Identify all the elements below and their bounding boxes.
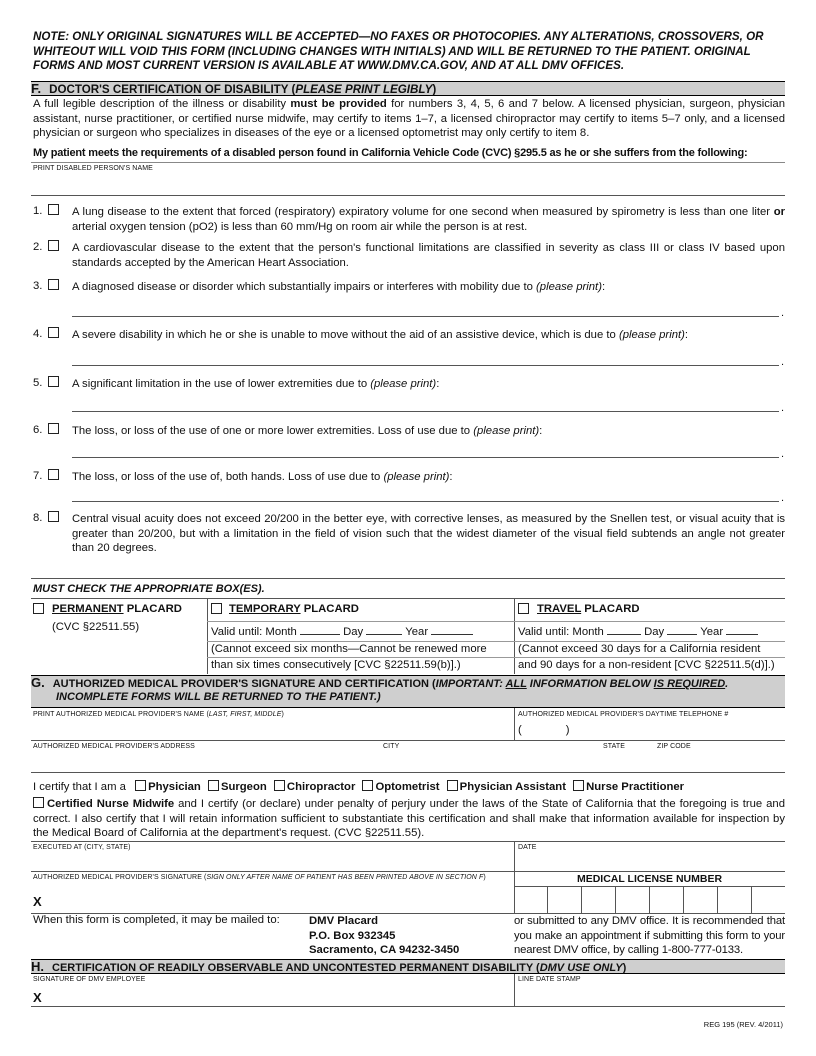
city-label: CITY [383,743,400,750]
role-surgeon: Surgeon [220,781,267,793]
travel-placard-label [537,603,640,615]
provider-name-label-italic: LAST, FIRST, MIDDLE [208,711,282,718]
address-line-3: Sacramento, CA 94232-3450 [309,944,460,957]
item-8-text: Central visual acuity does not exceed 20/200 in the better eye, with corrective lenses, as measured by the Snellen test, or visual acuity that is greater than 20/200, but with a limitation in the field of vision such that the widest diameter of the visual field subtends an angle not greater than 20 degrees. [72,513,785,555]
section-h-title-end: ) [622,962,627,974]
section-g-is-required: IS REQUIRED [653,678,726,690]
section-h-letter: H. [31,959,44,974]
item-7-text [72,470,785,485]
address-line-1: DMV Placard [309,915,379,927]
temporary-valid-until [211,626,473,638]
certify-statement [33,796,785,841]
date-label: DATE [518,844,537,851]
item-4-text [72,328,785,343]
item-3-number: 3. [33,280,43,292]
phone-close-paren: ) [565,724,570,736]
address-line-2: P.O. Box 932345 [309,929,396,942]
disabled-person-name-field[interactable] [33,173,785,195]
item-7-text-italic: (please print) [383,471,450,483]
item-7-dot: . [781,492,785,504]
section-h-title: CERTIFICATION OF READILY OBSERVABLE AND UNCONTESTED PERMANENT DISABILITY ( [52,962,540,974]
dmv-employee-signature-label: SIGNATURE OF DMV EMPLOYEE [33,976,146,983]
provider-signature-label-text: AUTHORIZED MEDICAL PROVIDER'S SIGNATURE ( [33,874,207,881]
item-6-checkbox[interactable] [48,423,59,434]
item-1-number: 1. [33,205,43,217]
permanent-placard-label [52,603,182,615]
temporary-rest: PLACARD [300,603,359,615]
travel-note-1: (Cannot exceed 30 days for a California resident [518,643,761,655]
item-3-text-italic: (please print) [536,281,602,293]
temp-month-field[interactable] [300,634,340,635]
item-5-text-main: A significant limitation in the use of lower extremities due to [72,378,371,390]
item-6-text-end: : [539,425,543,437]
temp-month-label: Valid until: Month [211,626,297,638]
travel-valid-until [518,626,758,638]
item-2-text: A cardiovascular disease to the extent that the person's functional limitations are classified in severity as class III or class IV based upon standards accepted by the American Heart Association. [72,242,785,269]
nurse-practitioner-checkbox[interactable] [573,780,584,791]
must-check-label: MUST CHECK THE APPROPRIATE BOX(ES). [33,583,265,595]
item-5-checkbox[interactable] [48,376,59,387]
temporary-word: TEMPORARY [229,603,301,615]
dmv-signature-x: X [33,990,42,1005]
dmv-office-text: or submitted to any DMV office. It is recommended that you make an appointment if submitting this form to your nearest DMV office, by calling 1-800-777-0133. [514,915,785,957]
requirements-statement: My patient meets the requirements of a disabled person found in California Vehicle Code (CVC) §295.5 as he or she suffers from the following: [33,147,748,159]
provider-name-label-text: PRINT AUTHORIZED MEDICAL PROVIDER'S NAME ( [33,711,209,718]
item-5-line[interactable] [72,411,779,412]
license-digit-box[interactable] [616,886,650,913]
section-f-letter: F. [31,81,42,96]
section-g-letter: G. [31,675,45,690]
license-digit-box[interactable] [684,886,718,913]
certify-text: and I certify (or declare) under penalty of perjury under the laws of the State of California that the foregoing is true and correct. I also certify that I will retain information sufficient to substantiate this certification and shall make that information available for inspection by the Medical Board of California at the department's request. (CVC §22511.55). [33,798,785,840]
chiropractor-checkbox[interactable] [274,780,285,791]
item-4-text-end: : [684,329,689,341]
item-3-dot: . [781,307,785,319]
provider-signature-label [33,874,486,881]
temp-year-label: Year [405,626,429,638]
travel-day-field[interactable] [667,634,697,635]
section-g-header [31,675,785,708]
license-digit-box[interactable] [582,886,616,913]
date-field[interactable] [518,853,784,871]
item-4-number: 4. [33,328,43,340]
license-digit-box[interactable] [650,886,684,913]
role-optometrist: Optometrist [375,781,440,793]
item-4-line[interactable] [72,365,779,366]
item-2-number: 2. [33,241,43,253]
item-1-text [72,205,785,234]
item-7-text-main: The loss, or loss of the use of, both hands. Loss of use due to [72,471,384,483]
provider-name-field[interactable] [33,720,503,738]
license-digit-box[interactable] [752,886,785,913]
item-1-text-a: A lung disease to the extent that forced (respiratory) expiratory volume for one second when measured by spirometry is less than one liter [72,206,774,218]
dmv-mailing-address [309,914,459,958]
item-5-text-italic: (please print) [370,378,437,390]
temp-year-field[interactable] [431,634,473,635]
item-7-text-end: : [449,471,453,483]
provider-address-label: AUTHORIZED MEDICAL PROVIDER'S ADDRESS [33,743,195,750]
travel-month-field[interactable] [607,634,641,635]
executed-at-field[interactable] [33,853,503,871]
intro-bold: must be provided [290,98,387,110]
medical-license-boxes [514,886,785,913]
mailed-text: When this form is completed, it may be mailed to: [33,914,280,926]
section-h-title-italic: DMV USE ONLY [539,962,623,974]
item-3-text-end: : [601,281,606,293]
item-6-line[interactable] [72,457,779,458]
temporary-placard-checkbox[interactable] [211,603,222,614]
physician-assistant-checkbox[interactable] [447,780,458,791]
certify-roles-line [33,779,785,793]
section-g-title-2: INCOMPLETE FORMS WILL BE RETURNED TO THE PATIENT.) [56,691,381,703]
item-4-text-main: A severe disability in which he or she is unable to move without the aid of an assistive device, which is due to [72,329,619,341]
permanent-rest: PLACARD [123,603,182,615]
item-6-text [72,424,785,439]
section-f-header [31,81,785,96]
provider-phone-field[interactable] [518,724,570,736]
item-6-dot: . [781,448,785,460]
provider-signature-label-end: ) [483,874,486,881]
item-3-checkbox[interactable] [48,279,59,290]
executed-at-label: EXECUTED AT (CITY, STATE) [33,844,131,851]
temp-note-2: than six times consecutively [CVC §22511.59(b)].) [211,659,461,671]
section-g-mid: INFORMATION BELOW [526,678,654,690]
item-3-line[interactable] [72,316,779,317]
role-physician-assistant: Physician Assistant [459,781,566,793]
travel-word: TRAVEL [537,603,582,615]
section-g-important: IMPORTANT: [435,678,506,690]
section-f-title: DOCTOR'S CERTIFICATION OF DISABILITY ( [49,83,296,96]
section-f-intro [33,97,785,141]
section-g-all: ALL [505,678,527,690]
permanent-placard-checkbox[interactable] [33,603,44,614]
item-6-text-italic: (please print) [473,425,540,437]
role-nurse-practitioner: Nurse Practitioner [586,781,685,793]
item-5-text [72,377,785,392]
item-8-number: 8. [33,512,43,524]
state-label: STATE [603,743,626,750]
certify-prefix: I certify that I am a [33,781,126,793]
item-7-line[interactable] [72,501,779,502]
role-chiropractor: Chiropractor [286,781,356,793]
item-6-number: 6. [33,424,43,436]
phone-open-paren: ( [518,724,522,736]
role-certified-nurse-midwife: Certified Nurse Midwife [47,798,175,810]
dmv-employee-signature-field[interactable] [50,985,500,1005]
provider-name-label [33,711,284,718]
provider-signature-x: X [33,894,42,909]
temp-day-field[interactable] [366,634,402,635]
section-g-period: . [725,678,729,690]
intro-text-1: A full legible description of the illness or disability [33,98,291,110]
item-1-text-bold: or [773,206,785,218]
medical-license-label: MEDICAL LICENSE NUMBER [576,873,723,885]
item-4-text-italic: (please print) [618,329,685,341]
permanent-cvc: (CVC §22511.55) [52,621,140,633]
provider-signature-label-italic: SIGN ONLY AFTER NAME OF PATIENT HAS BEEN PRINTED ABOVE IN SECTION F [206,874,484,881]
disabled-person-name-label: PRINT DISABLED PERSON'S NAME [33,165,153,172]
travel-placard-checkbox[interactable] [518,603,529,614]
item-7-number: 7. [33,470,43,482]
item-1-checkbox[interactable] [48,204,59,215]
provider-name-label-end: ) [281,711,284,718]
form-footer: REG 195 (REV. 4/2011) [703,1020,783,1029]
travel-year-field[interactable] [726,634,758,635]
item-7-checkbox[interactable] [48,469,59,480]
item-4-checkbox[interactable] [48,327,59,338]
travel-day-label: Day [644,626,665,638]
provider-address-field[interactable] [33,752,785,770]
license-digit-box[interactable] [718,886,752,913]
provider-phone-label: AUTHORIZED MEDICAL PROVIDER'S DAYTIME TELEPHONE # [518,711,729,718]
certified-nurse-midwife-checkbox[interactable] [33,797,44,808]
temporary-placard-label [229,603,359,615]
travel-note-2: and 90 days for a non-resident [CVC §22511.5(d)].) [518,659,775,671]
section-g-title-1: AUTHORIZED MEDICAL PROVIDER'S SIGNATURE AND CERTIFICATION ( [52,678,436,690]
travel-rest: PLACARD [581,603,640,615]
item-6-text-main: The loss, or loss of the use of one or more lower extremities. Loss of use due to [72,425,474,437]
intro-text-2: for numbers 3, 4, 5, 6 and 7 below. A licensed physician, surgeon, physician assistant, nurse practitioner, or certified nurse midwife, may certify to items 1–7, a licensed chiropractor may certify to items 5–7 only, and a licensed physician or surgeon who specializes in diseases of the eye or a licensed optometrist may only certify to item 8. [33,98,785,140]
zip-label: ZIP CODE [657,743,691,750]
section-f-title-italic: PLEASE PRINT LEGIBLY [295,83,433,96]
license-digit-box[interactable] [514,886,548,913]
item-3-text [72,280,785,295]
section-f-title-end: ) [432,83,437,96]
item-3-text-main: A diagnosed disease or disorder which substantially impairs or interferes with mobility due to [72,281,537,293]
role-physician: Physician [148,781,201,793]
license-digit-box[interactable] [548,886,582,913]
temp-note-1: (Cannot exceed six months—Cannot be renewed more [211,643,487,655]
item-5-dot: . [781,402,785,414]
form-notice: NOTE: ONLY ORIGINAL SIGNATURES WILL BE ACCEPTED—NO FAXES OR PHOTOCOPIES. ANY ALTERATIONS, CROSSOVERS, OR WHITEOUT WILL VOID THIS FORM (INCLUDING CHANGES WITH INITIALS) AND WILL BE RETURNED TO THE PATIENT. ORIGINAL FORMS AND MOST CURRENT VERSION IS AVAILABLE AT WWW.DMV.CA.GOV, AND AT ALL DMV OFFICES. [33,30,764,72]
item-5-number: 5. [33,377,43,389]
travel-month-label: Valid until: Month [518,626,604,638]
surgeon-checkbox[interactable] [208,780,219,791]
item-4-dot: . [781,356,785,368]
line-date-stamp-label: LINE DATE STAMP [518,976,581,983]
item-2-checkbox[interactable] [48,240,59,251]
temp-day-label: Day [343,626,364,638]
provider-signature-field[interactable] [50,885,500,911]
physician-checkbox[interactable] [135,780,146,791]
optometrist-checkbox[interactable] [362,780,373,791]
item-1-text-b: arterial oxygen tension (pO2) is less than 60 mm/Hg on room air while the person is at rest. [72,220,528,233]
travel-year-label: Year [700,626,724,638]
section-h-header [31,959,785,974]
permanent-word: PERMANENT [52,603,124,615]
item-8-checkbox[interactable] [48,511,59,522]
item-5-text-end: : [436,378,440,390]
